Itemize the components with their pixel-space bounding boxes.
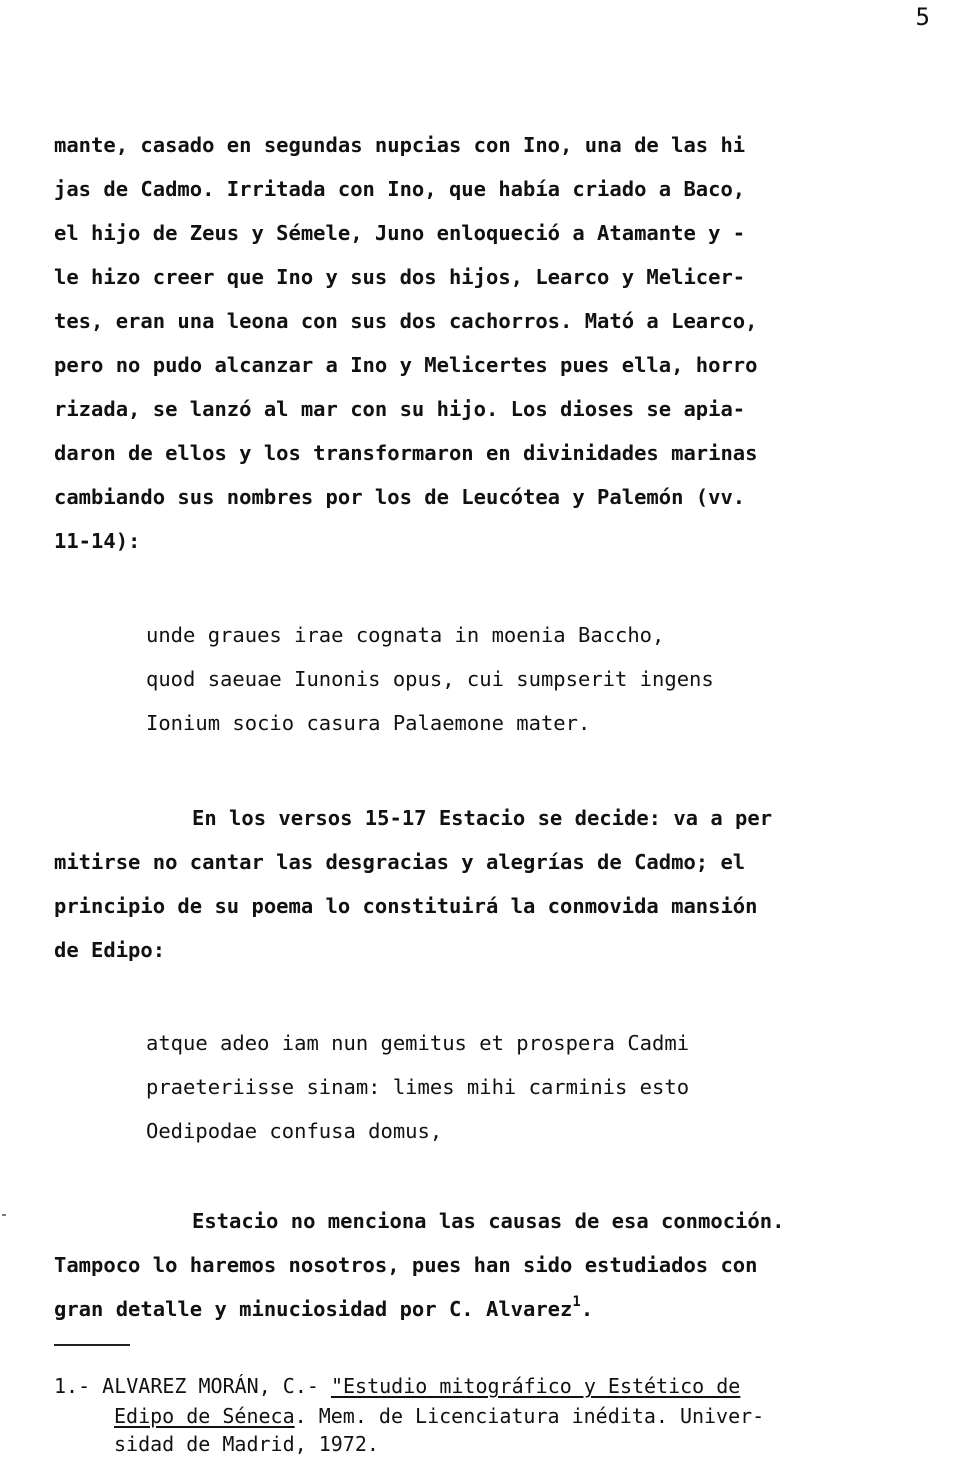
text-line: Tampoco lo haremos nosotros, pues han sido estudiados con: [54, 1253, 758, 1277]
text-line: le hizo creer que Ino y sus dos hijos, Learco y Melicer-: [54, 265, 746, 289]
page-number: 5: [915, 3, 930, 31]
verse-line: atque adeo iam nun gemitus et prospera Cadmi: [146, 1031, 690, 1055]
verse-line: praeteriisse sinam: limes mihi carminis esto: [146, 1075, 690, 1099]
text-line: tes, eran una leona con sus dos cachorros. Mató a Learco,: [54, 309, 758, 333]
text-line: Estacio no menciona las causas de esa conmoción.: [192, 1209, 785, 1233]
footnote-text: . Mem. de Licenciatura inédita. Univer-: [294, 1404, 765, 1428]
text-line: principio de su poema lo constituirá la conmovida mansión: [54, 894, 758, 918]
text-line: de Edipo:: [54, 938, 166, 962]
footnote-title: "Estudio mitográfico y Estético de: [330, 1374, 741, 1398]
text-line: daron de ellos y los transformaron en divinidades marinas: [54, 441, 758, 465]
verse-line: Ionium socio casura Palaemone mater.: [146, 711, 591, 735]
text-line: mante, casado en segundas nupcias con Ino, una de las hi: [54, 133, 746, 157]
text-line: cambiando sus nombres por los de Leucótea y Palemón (vv.: [54, 485, 746, 509]
verse-line: unde graues irae cognata in moenia Baccho,: [146, 623, 665, 647]
text-line: En los versos 15-17 Estacio se decide: va a per: [192, 806, 773, 830]
footnote-title: Edipo de Séneca: [114, 1404, 295, 1428]
footnote-marker: 1: [572, 1294, 581, 1310]
footnote-line: [54, 1372, 740, 1400]
text-line: pero no pudo alcanzar a Ino y Melicertes pues ella, horro: [54, 353, 758, 377]
text-line: 11-14):: [54, 529, 141, 553]
text-span: gran detalle y minuciosidad por C. Alvarez: [54, 1297, 573, 1321]
footnote-line: [114, 1402, 764, 1430]
footnote-prefix: 1.- ALVAREZ MORÁN, C.-: [54, 1374, 331, 1398]
text-line: el hijo de Zeus y Sémele, Juno enloqueció a Atamante y -: [54, 221, 746, 245]
footnote-line: sidad de Madrid, 1972.: [114, 1432, 379, 1456]
text-span: .: [580, 1297, 594, 1321]
verse-line: quod saeuae Iunonis opus, cui sumpserit ingens: [146, 667, 714, 691]
scan-mark: [2, 1214, 6, 1216]
text-line: mitirse no cantar las desgracias y alegrías de Cadmo; el: [54, 850, 746, 874]
verse-line: Oedipodae confusa domus,: [146, 1119, 443, 1143]
footnote-rule: [54, 1344, 130, 1346]
text-line: rizada, se lanzó al mar con su hijo. Los dioses se apia-: [54, 397, 746, 421]
text-line: [54, 1294, 593, 1327]
text-line: jas de Cadmo. Irritada con Ino, que había criado a Baco,: [54, 177, 746, 201]
